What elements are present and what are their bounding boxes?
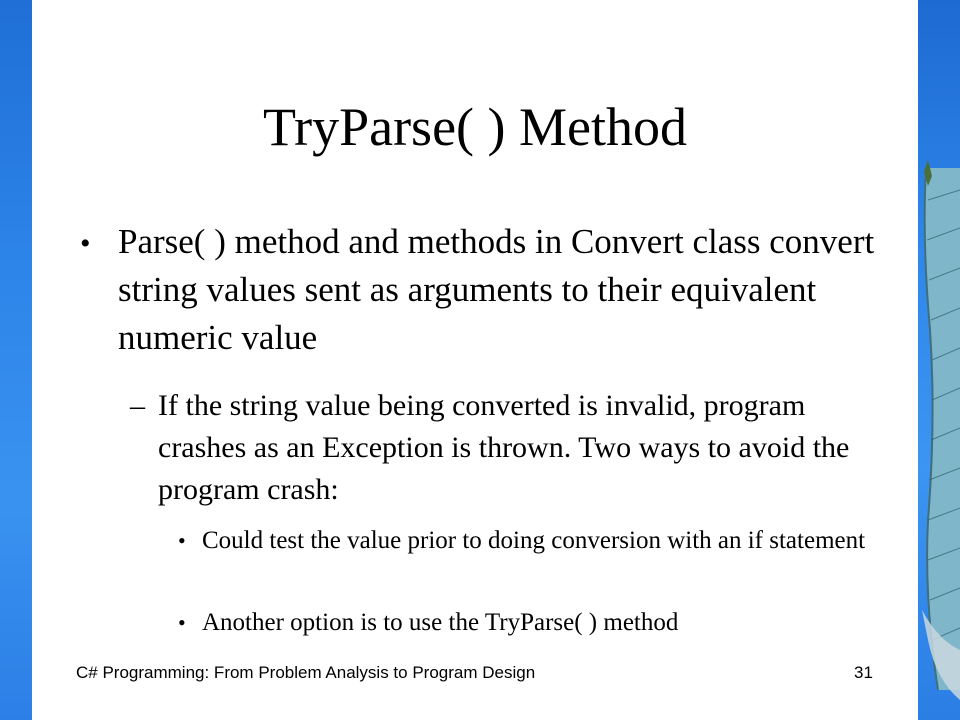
footer-book-title: C# Programming: From Problem Analysis to Program Design xyxy=(76,663,536,682)
bullet-level3 xyxy=(178,606,908,640)
bullet-level3-text: Could test the value prior to doing conversion with an if statement xyxy=(202,527,866,554)
dash-marker: – xyxy=(130,389,145,422)
bullet-level2 xyxy=(130,385,910,511)
tower-graphic xyxy=(918,0,960,720)
bullet-marker: • xyxy=(178,528,186,553)
bullet-level2-text: If the string value being converted is invalid, program crashes as an Exception is thrown. Two ways to avoid the program crash: xyxy=(158,389,850,506)
bullet-level1 xyxy=(80,218,900,362)
bullet-level1-text: Parse( ) method and methods in Convert class convert string values sent as arguments to their equivalent numeric value xyxy=(118,222,875,357)
footer-page-number: 31 xyxy=(854,663,873,682)
bullet-marker: • xyxy=(80,227,91,260)
bullet-marker: • xyxy=(178,610,186,635)
left-decorative-band xyxy=(0,0,32,720)
bullet-level3 xyxy=(178,524,908,558)
slide-title: TryParse( ) Method xyxy=(263,97,687,157)
bullet-level3-text: Another option is to use the TryParse( ) method xyxy=(202,609,679,636)
right-decorative-band xyxy=(918,0,960,720)
